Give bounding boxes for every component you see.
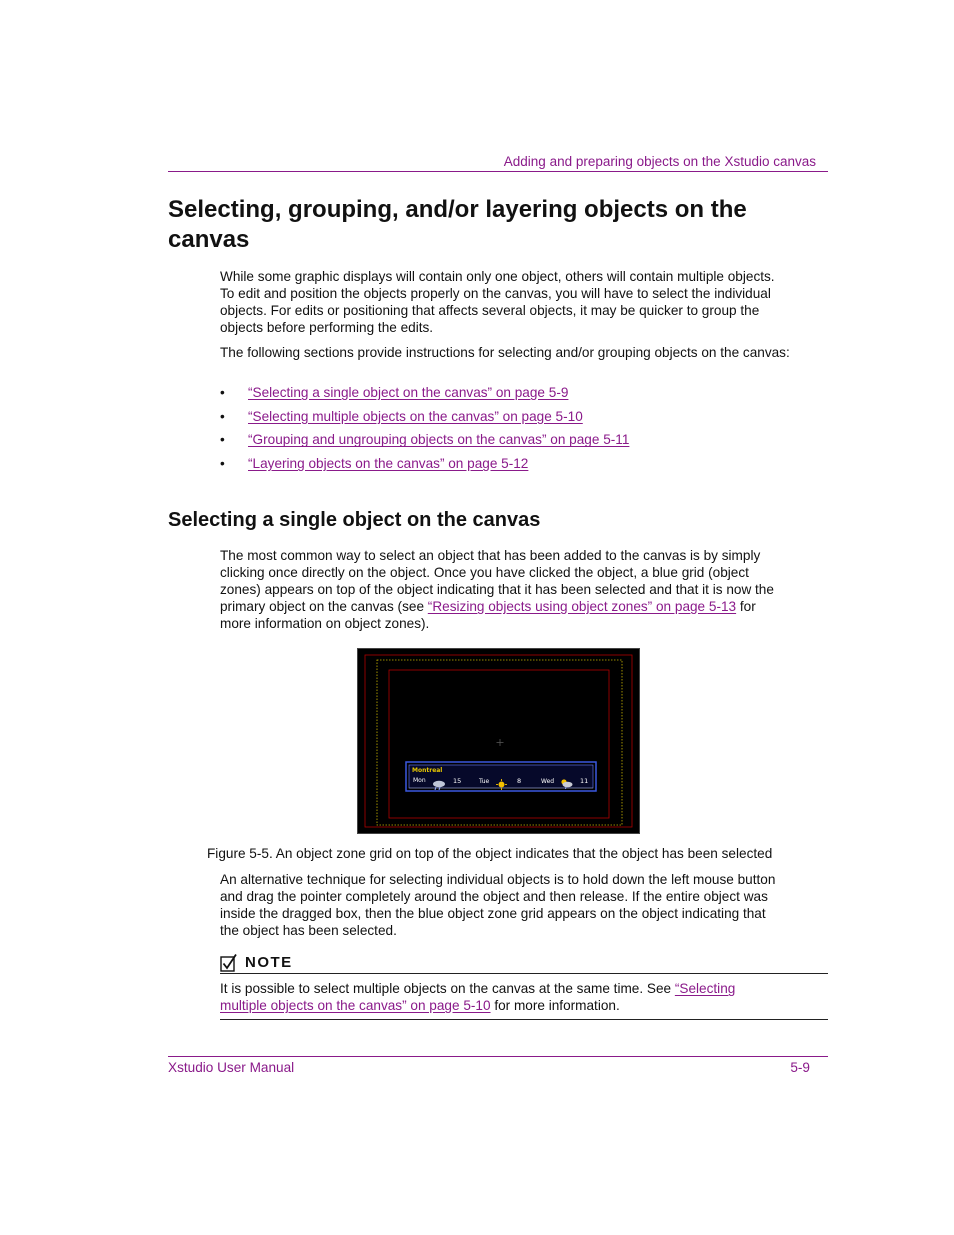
footer-rule: [168, 1056, 828, 1057]
footer-manual-title: Xstudio User Manual: [168, 1060, 295, 1075]
header-rule: [168, 171, 828, 172]
link-selecting-single[interactable]: “Selecting a single object on the canvas” on page 5-9: [248, 385, 569, 400]
note-text: [220, 980, 820, 1014]
sun-cloud-icon: [559, 774, 573, 785]
bullet: •: [220, 385, 225, 400]
list-item: [220, 384, 629, 408]
subsection-title: Selecting a single object on the canvas: [168, 509, 541, 531]
list-intro: The following sections provide instructions for selecting and/or grouping objects on the canvas:: [220, 345, 790, 360]
rain-cloud-icon: [432, 775, 446, 785]
day-label: Tue: [479, 778, 490, 785]
sun-icon: [496, 775, 507, 786]
checkbox-check-icon: [220, 953, 238, 973]
paragraph-text: for more information on object zones).: [220, 599, 756, 631]
figure-caption: Figure 5-5. An object zone grid on top of the object indicates that the object has been selected: [207, 846, 773, 861]
city-label: Montreal: [412, 767, 443, 774]
canvas-figure: [357, 648, 640, 834]
weather-ticker[interactable]: [410, 766, 594, 788]
note-title: NOTE: [245, 954, 293, 971]
link-selecting-multiple-note[interactable]: “Selecting: [674, 981, 736, 996]
bullet: •: [220, 432, 225, 448]
section-link-list: [220, 384, 629, 479]
running-header: Adding and preparing objects on the Xstudio canvas: [503, 154, 816, 169]
canvas-screenshot: [358, 649, 639, 833]
temp-value: 15: [453, 777, 462, 785]
temp-value: 8: [517, 777, 522, 785]
paragraph-text: The most common way to select an object that has been added to the canvas is by simply clicking once directly on the object. Once you have clicked the object, a blue grid (object zones) appears on top of the object indicating that it has been selected and that it is now the primary object on the canvas (see: [220, 548, 774, 614]
link-resizing-zones[interactable]: “Resizing objects using object zones” on page 5-13: [427, 599, 737, 614]
day-label: Wed: [541, 778, 555, 785]
link-layering[interactable]: “Layering objects on the canvas” on page 5-12: [248, 456, 529, 472]
list-item: [220, 455, 629, 479]
note-rule-top: [220, 973, 828, 974]
bullet: •: [220, 408, 225, 424]
link-selecting-multiple-note-cont[interactable]: multiple objects on the canvas” on page 5-10: [220, 998, 491, 1013]
section-title: Selecting, grouping, and/or layering objects on the canvas: [168, 196, 747, 253]
alternative-technique-paragraph: An alternative technique for selecting individual objects is to hold down the left mouse button and drag the pointer completely around the object and then release. If the entire object was inside the dragged box, then the blue object zone grid appears on the object indicating that the object has been selected.: [220, 872, 776, 938]
day-label: Mon: [413, 777, 426, 784]
link-grouping[interactable]: “Grouping and ungrouping objects on the canvas” on page 5-11: [248, 432, 630, 448]
list-item: [220, 408, 629, 432]
link-selecting-multiple[interactable]: “Selecting multiple objects on the canvas” on page 5-10: [248, 408, 583, 424]
subsection-paragraph: [220, 547, 780, 632]
note-text-part: for more information.: [490, 998, 620, 1013]
note-rule-bottom: [220, 1019, 828, 1020]
bullet: •: [220, 456, 225, 472]
list-item: [220, 431, 629, 455]
temp-value: 11: [580, 777, 589, 785]
note-text-part: It is possible to select multiple objects on the canvas at the same time. See: [220, 981, 675, 996]
footer-page-number: 5-9: [790, 1060, 810, 1075]
intro-paragraph: While some graphic displays will contain only one object, others will contain multiple objects. To edit and position the objects properly on the canvas, you will have to select the individual objects. For edits or positioning that affects several objects, it may be quicker to group the objects before performing the edits.: [220, 269, 775, 335]
